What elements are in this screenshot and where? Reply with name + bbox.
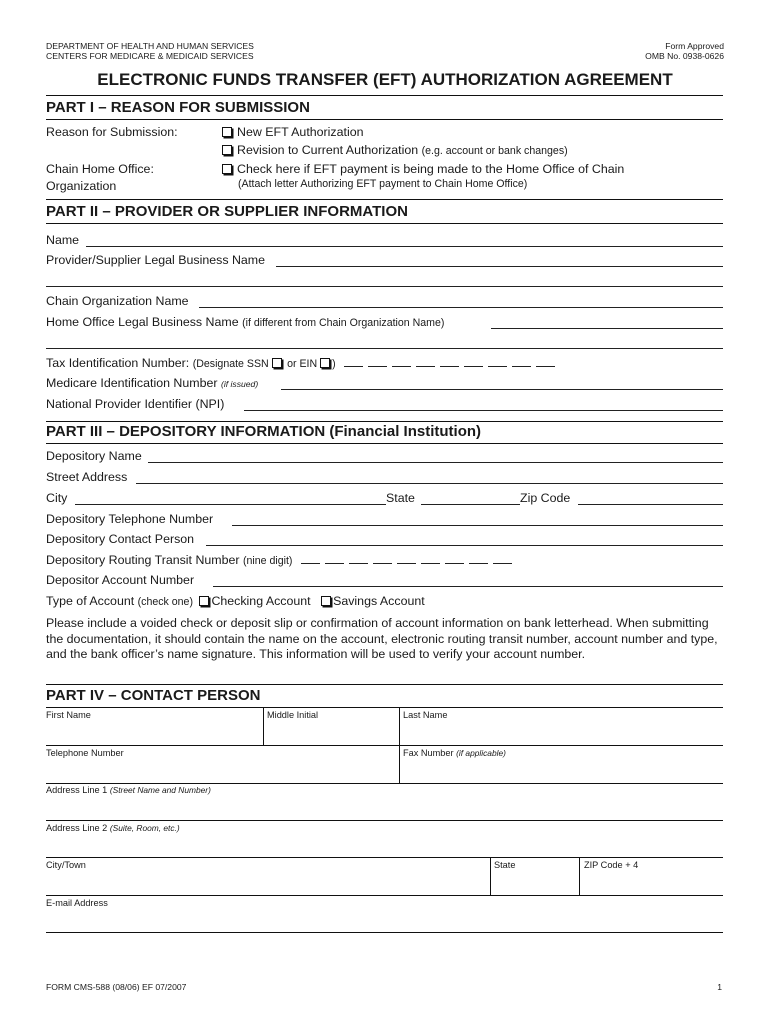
medicare-id-label: [46, 376, 258, 390]
state-label: State: [386, 491, 415, 505]
part3-rule-top: [46, 421, 723, 422]
home-office-name-label: [46, 315, 444, 329]
row6-bottom-rule: [46, 932, 723, 933]
medicare-id-field[interactable]: [281, 389, 723, 390]
routing-number-label: Depository Routing Transit Number: [46, 553, 240, 567]
omb-number: OMB No. 0938-0626: [645, 51, 724, 61]
legal-business-name-field[interactable]: [276, 266, 723, 267]
telephone-label: Telephone Number: [46, 748, 124, 758]
home-office-name-text: Home Office Legal Business Name: [46, 315, 239, 329]
new-eft-checkbox[interactable]: [222, 127, 232, 137]
address2-text: Address Line 2: [46, 823, 108, 833]
row5-bottom-rule: [46, 895, 723, 896]
npi-field[interactable]: [244, 410, 723, 411]
city-town-label: City/Town: [46, 860, 86, 870]
fax-note: (if applicable): [456, 748, 506, 758]
form-title: ELECTRONIC FUNDS TRANSFER (EFT) AUTHORIZATION AGREEMENT: [97, 70, 673, 89]
zip-code-field[interactable]: [578, 504, 723, 505]
part4-rule: [46, 707, 723, 708]
street-address-field[interactable]: [136, 483, 723, 484]
legal-business-name-field-2[interactable]: [46, 286, 723, 287]
part1-rule: [46, 119, 723, 120]
street-address-label: Street Address: [46, 470, 128, 484]
tin-label: Tax Identification Number:: [46, 356, 190, 370]
depository-contact-field[interactable]: [206, 545, 723, 546]
title-divider: [46, 95, 723, 96]
form-approved: Form Approved: [665, 41, 724, 51]
part4-heading: PART IV – CONTACT PERSON: [46, 687, 261, 704]
account-type-label: Type of Account: [46, 594, 135, 608]
medicare-id-note: (if issued): [220, 379, 259, 389]
row4-bottom-rule: [46, 857, 723, 858]
savings-label: Savings Account: [333, 594, 425, 608]
chain-organization-label: Organization: [46, 179, 117, 193]
email-label: E-mail Address: [46, 898, 108, 908]
checking-label: Checking Account: [211, 594, 311, 608]
row3-bottom-rule: [46, 820, 723, 821]
page-number: 1: [717, 982, 722, 992]
npi-label: National Provider Identifier (NPI): [46, 397, 225, 411]
middle-initial-label: Middle Initial: [267, 710, 319, 720]
option-revision[interactable]: [222, 143, 568, 157]
contact-state-label: State: [494, 860, 516, 870]
agency-name-line2: CENTERS FOR MEDICARE & MEDICAID SERVICES: [46, 51, 254, 61]
address2-note: (Suite, Room, etc.): [109, 823, 180, 833]
part2-heading: PART II – PROVIDER OR SUPPLIER INFORMATION: [46, 203, 408, 220]
part2-rule: [46, 223, 723, 224]
option-revision-label: Revision to Current Authorization: [237, 143, 419, 157]
account-number-label: Depositor Account Number: [46, 573, 195, 587]
account-number-field[interactable]: [213, 586, 723, 587]
chain-org-name-label: Chain Organization Name: [46, 294, 189, 308]
option-chain-label: Check here if EFT payment is being made to the Home Office of Chain: [237, 162, 625, 176]
savings-checkbox[interactable]: [321, 596, 331, 606]
city-field[interactable]: [75, 504, 386, 505]
legal-business-name-label: Provider/Supplier Legal Business Name: [46, 253, 266, 267]
instructions-paragraph: Please include a voided check or deposit slip or confirmation of account information on bank letterhead. When submitting the documentation, it should contain the name on the account, electronic routing transit number, account number and type, and the bank officer’s name signature. This information will be used to verify your account number.: [46, 616, 718, 661]
row2-bottom-rule: [46, 783, 723, 784]
name-label: Name: [46, 233, 80, 247]
form-id: FORM CMS-588 (08/06) EF 07/2007: [46, 982, 187, 992]
part4-rule-top: [46, 684, 723, 685]
medicare-id-text: Medicare Identification Number: [46, 376, 218, 390]
account-type-note: (check one): [137, 596, 193, 608]
option-chain-note: (Attach letter Authorizing EFT payment to Chain Home Office): [238, 178, 528, 190]
row1-bottom-rule: [46, 745, 723, 746]
row5-divider-1: [490, 857, 491, 895]
row1-divider-1: [263, 707, 264, 745]
row5-divider-2: [579, 857, 580, 895]
home-office-name-field-2[interactable]: [46, 348, 723, 349]
chain-home-office-label: Chain Home Office:: [46, 162, 154, 176]
checking-checkbox[interactable]: [199, 596, 209, 606]
part3-heading: PART III – DEPOSITORY INFORMATION (Financial Institution): [46, 423, 482, 440]
tin-or-ein: or EIN: [287, 358, 318, 370]
routing-number-note: (nine digit): [242, 555, 293, 567]
name-field[interactable]: [86, 246, 723, 247]
routing-number-row: [46, 553, 512, 567]
last-name-label: Last Name: [403, 710, 448, 720]
fax-text: Fax Number: [403, 748, 454, 758]
depository-name-label: Depository Name: [46, 449, 142, 463]
depository-telephone-label: Depository Telephone Number: [46, 512, 214, 526]
zip4-label: ZIP Code + 4: [584, 860, 639, 870]
part2-rule-top: [46, 199, 723, 200]
state-field[interactable]: [421, 504, 520, 505]
revision-checkbox[interactable]: [222, 145, 232, 155]
reason-label: Reason for Submission:: [46, 125, 178, 139]
chain-checkbox[interactable]: [222, 164, 232, 174]
tin-close: ): [332, 358, 336, 370]
ssn-checkbox[interactable]: [272, 358, 282, 368]
routing-digit-blanks[interactable]: [296, 553, 512, 567]
agency-name-line1: DEPARTMENT OF HEALTH AND HUMAN SERVICES: [46, 41, 254, 51]
option-new-eft[interactable]: [222, 125, 364, 139]
tin-digit-blanks[interactable]: [339, 356, 555, 370]
depository-contact-label: Depository Contact Person: [46, 532, 195, 546]
part1-heading: PART I – REASON FOR SUBMISSION: [46, 99, 310, 116]
option-chain[interactable]: [222, 162, 624, 176]
city-label: City: [46, 491, 68, 505]
depository-telephone-field[interactable]: [232, 525, 723, 526]
depository-name-field[interactable]: [148, 462, 723, 463]
zip-code-label: Zip Code: [520, 491, 571, 505]
home-office-name-field[interactable]: [491, 328, 723, 329]
tin-row: [46, 356, 555, 370]
first-name-label: First Name: [46, 710, 91, 720]
address1-label: [46, 785, 211, 795]
option-revision-note: (e.g. account or bank changes): [421, 145, 568, 157]
address1-note: (Street Name and Number): [109, 785, 211, 795]
tin-designate: (Designate SSN: [192, 358, 269, 370]
account-type-row: [46, 594, 425, 608]
part3-rule: [46, 443, 723, 444]
address2-label: [46, 823, 180, 833]
home-office-name-note: (if different from Chain Organization Name): [242, 317, 445, 329]
option-new-label: New EFT Authorization: [237, 125, 364, 139]
fax-label: [403, 748, 506, 758]
ein-checkbox[interactable]: [320, 358, 330, 368]
chain-org-name-field[interactable]: [199, 307, 723, 308]
address1-text: Address Line 1: [46, 785, 108, 795]
